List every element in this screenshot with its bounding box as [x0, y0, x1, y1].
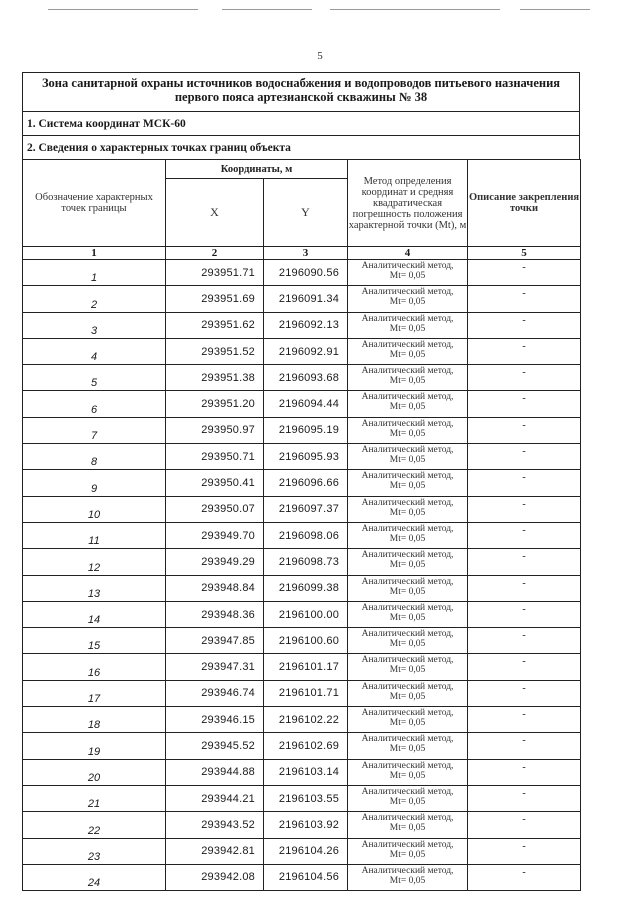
method-text: Аналитический метод, [361, 392, 454, 403]
method-text: Аналитический метод, [361, 523, 454, 534]
table-row [23, 601, 581, 627]
document-title: Зона санитарной охраны источников водоснабжения и водопроводов питьевого назначения первого пояса артезианской скважины № 38 [22, 72, 580, 111]
accuracy-text: Mt= 0,05 [389, 718, 426, 729]
x-coordinate-cell: 293947.31 [166, 654, 264, 680]
method-cell [348, 286, 468, 312]
description-cell: - [468, 496, 581, 522]
y-coordinate-cell: 2196102.22 [264, 707, 348, 733]
boundary-points-heading: 2. Сведения о характерных точках границ объекта [22, 135, 580, 159]
column-number: 2 [166, 247, 264, 260]
table-row [23, 286, 581, 312]
method-cell [348, 654, 468, 680]
y-coordinate-cell: 2196103.92 [264, 812, 348, 838]
method-text: Аналитический метод, [361, 418, 454, 429]
accuracy-text: Mt= 0,05 [389, 402, 426, 413]
point-number-cell: 3 [23, 312, 166, 338]
x-coordinate-cell: 293942.08 [166, 864, 264, 890]
method-cell [348, 733, 468, 759]
method-cell [348, 391, 468, 417]
method-cell [348, 260, 468, 286]
description-cell: - [468, 654, 581, 680]
x-coordinate-cell: 293951.52 [166, 338, 264, 364]
accuracy-text: Mt= 0,05 [389, 796, 426, 807]
description-cell: - [468, 707, 581, 733]
y-coordinate-cell: 2196103.14 [264, 759, 348, 785]
method-text: Аналитический метод, [361, 786, 454, 797]
x-coordinate-cell: 293946.15 [166, 707, 264, 733]
method-text: Аналитический метод, [361, 287, 454, 298]
y-coordinate-cell: 2196095.19 [264, 417, 348, 443]
description-cell: - [468, 365, 581, 391]
column-number: 1 [23, 247, 166, 260]
point-number-cell: 20 [23, 759, 166, 785]
table-row [23, 365, 581, 391]
x-coordinate-cell: 293951.69 [166, 286, 264, 312]
description-cell: - [468, 759, 581, 785]
method-cell [348, 444, 468, 470]
x-coordinate-cell: 293947.85 [166, 628, 264, 654]
method-text: Аналитический метод, [361, 708, 454, 719]
point-number-cell: 13 [23, 575, 166, 601]
description-cell: - [468, 338, 581, 364]
y-coordinate-cell: 2196092.91 [264, 338, 348, 364]
x-coordinate-cell: 293945.52 [166, 733, 264, 759]
point-number-cell: 7 [23, 417, 166, 443]
point-number-cell: 15 [23, 628, 166, 654]
y-coordinate-cell: 2196103.55 [264, 785, 348, 811]
y-coordinate-cell: 2196098.73 [264, 549, 348, 575]
method-text: Аналитический метод, [361, 734, 454, 745]
method-cell [348, 549, 468, 575]
point-number-cell: 5 [23, 365, 166, 391]
x-coordinate-cell: 293950.07 [166, 496, 264, 522]
point-number-cell: 16 [23, 654, 166, 680]
description-cell: - [468, 785, 581, 811]
top-rule [48, 9, 198, 10]
accuracy-text: Mt= 0,05 [389, 691, 426, 702]
point-number-cell: 10 [23, 496, 166, 522]
y-coordinate-cell: 2196092.13 [264, 312, 348, 338]
description-cell: - [468, 575, 581, 601]
accuracy-text: Mt= 0,05 [389, 507, 426, 518]
x-coordinate-cell: 293951.38 [166, 365, 264, 391]
x-coordinate-cell: 293949.29 [166, 549, 264, 575]
document-body [22, 72, 580, 891]
top-rule [222, 9, 312, 10]
accuracy-text: Mt= 0,05 [389, 875, 426, 886]
point-number-cell: 23 [23, 838, 166, 864]
method-cell [348, 496, 468, 522]
method-cell [348, 707, 468, 733]
table-row [23, 785, 581, 811]
top-rule [330, 9, 500, 10]
y-coordinate-cell: 2196098.06 [264, 522, 348, 548]
table-row [23, 733, 581, 759]
y-coordinate-cell: 2196091.34 [264, 286, 348, 312]
header-x: X [166, 179, 264, 247]
method-cell [348, 812, 468, 838]
table-row [23, 444, 581, 470]
x-coordinate-cell: 293948.36 [166, 601, 264, 627]
description-cell: - [468, 417, 581, 443]
column-number: 5 [468, 247, 581, 260]
table-row [23, 549, 581, 575]
accuracy-text: Mt= 0,05 [389, 271, 426, 281]
description-cell: - [468, 312, 581, 338]
column-number: 4 [348, 247, 468, 260]
point-number-cell: 12 [23, 549, 166, 575]
method-text: Аналитический метод, [361, 865, 454, 876]
accuracy-text: Mt= 0,05 [389, 849, 426, 860]
table-row [23, 496, 581, 522]
y-coordinate-cell: 2196101.17 [264, 654, 348, 680]
y-coordinate-cell: 2196099.38 [264, 575, 348, 601]
header-description: Описание закрепления точки [468, 160, 581, 247]
table-row [23, 260, 581, 286]
table-row [23, 575, 581, 601]
y-coordinate-cell: 2196100.00 [264, 601, 348, 627]
header-method: Метод определения координат и средняя квадратическая погрешность положения характерной точки (Mt), м [348, 160, 468, 247]
description-cell: - [468, 522, 581, 548]
accuracy-text: Mt= 0,05 [389, 823, 426, 834]
accuracy-text: Mt= 0,05 [389, 744, 426, 755]
method-cell [348, 680, 468, 706]
method-cell [348, 312, 468, 338]
method-cell [348, 338, 468, 364]
method-cell [348, 575, 468, 601]
point-number-cell: 8 [23, 444, 166, 470]
method-cell [348, 470, 468, 496]
accuracy-text: Mt= 0,05 [389, 586, 426, 597]
boundary-points-table [22, 159, 581, 891]
method-cell [348, 628, 468, 654]
table-row [23, 522, 581, 548]
y-coordinate-cell: 2196093.68 [264, 365, 348, 391]
point-number-cell: 2 [23, 286, 166, 312]
header-coordinates: Координаты, м [166, 160, 348, 179]
table-row [23, 707, 581, 733]
description-cell: - [468, 838, 581, 864]
method-text: Аналитический метод, [361, 681, 454, 692]
method-cell [348, 838, 468, 864]
table-row [23, 654, 581, 680]
description-cell: - [468, 864, 581, 890]
method-text: Аналитический метод, [361, 629, 454, 640]
x-coordinate-cell: 293950.71 [166, 444, 264, 470]
accuracy-text: Mt= 0,05 [389, 560, 426, 571]
page-number: 5 [317, 50, 323, 62]
description-cell: - [468, 549, 581, 575]
method-cell [348, 417, 468, 443]
method-text: Аналитический метод, [361, 655, 454, 666]
x-coordinate-cell: 293944.88 [166, 759, 264, 785]
table-row [23, 391, 581, 417]
method-cell [348, 601, 468, 627]
accuracy-text: Mt= 0,05 [389, 639, 426, 650]
method-text: Аналитический метод, [361, 760, 454, 771]
table-row [23, 864, 581, 890]
accuracy-text: Mt= 0,05 [389, 665, 426, 676]
description-cell: - [468, 733, 581, 759]
y-coordinate-cell: 2196101.71 [264, 680, 348, 706]
column-number: 3 [264, 247, 348, 260]
x-coordinate-cell: 293948.84 [166, 575, 264, 601]
accuracy-text: Mt= 0,05 [389, 297, 426, 308]
method-cell [348, 864, 468, 890]
table-body [23, 260, 581, 891]
x-coordinate-cell: 293944.21 [166, 785, 264, 811]
method-text: Аналитический метод, [361, 839, 454, 850]
point-number-cell: 4 [23, 338, 166, 364]
accuracy-text: Mt= 0,05 [389, 481, 426, 492]
description-cell: - [468, 260, 581, 286]
y-coordinate-cell: 2196094.44 [264, 391, 348, 417]
method-text: Аналитический метод, [361, 445, 454, 456]
table-row [23, 838, 581, 864]
column-number-row [23, 247, 581, 260]
method-cell [348, 522, 468, 548]
accuracy-text: Mt= 0,05 [389, 323, 426, 334]
table-row [23, 759, 581, 785]
header-y: Y [264, 179, 348, 247]
point-number-cell: 22 [23, 812, 166, 838]
table-row [23, 417, 581, 443]
description-cell: - [468, 444, 581, 470]
header-point-designation: Обозначение характерных точек границы [23, 160, 166, 247]
accuracy-text: Mt= 0,05 [389, 349, 426, 360]
accuracy-text: Mt= 0,05 [389, 770, 426, 781]
method-text: Аналитический метод, [361, 471, 454, 482]
method-text: Аналитический метод, [361, 339, 454, 350]
accuracy-text: Mt= 0,05 [389, 455, 426, 466]
description-cell: - [468, 286, 581, 312]
y-coordinate-cell: 2196100.60 [264, 628, 348, 654]
x-coordinate-cell: 293949.70 [166, 522, 264, 548]
method-text: Аналитический метод, [361, 550, 454, 561]
table-row [23, 312, 581, 338]
x-coordinate-cell: 293951.20 [166, 391, 264, 417]
point-number-cell: 19 [23, 733, 166, 759]
description-cell: - [468, 680, 581, 706]
coordinate-system-heading: 1. Система координат МСК-60 [22, 111, 580, 135]
point-number-cell: 11 [23, 522, 166, 548]
table-row [23, 338, 581, 364]
point-number-cell: 1 [23, 260, 166, 286]
method-cell [348, 365, 468, 391]
description-cell: - [468, 470, 581, 496]
point-number-cell: 18 [23, 707, 166, 733]
point-number-cell: 21 [23, 785, 166, 811]
description-cell: - [468, 628, 581, 654]
y-coordinate-cell: 2196102.69 [264, 733, 348, 759]
accuracy-text: Mt= 0,05 [389, 612, 426, 623]
description-cell: - [468, 391, 581, 417]
point-number-cell: 17 [23, 680, 166, 706]
table-row [23, 812, 581, 838]
method-text: Аналитический метод, [361, 261, 454, 271]
y-coordinate-cell: 2196104.26 [264, 838, 348, 864]
table-row [23, 680, 581, 706]
accuracy-text: Mt= 0,05 [389, 533, 426, 544]
method-text: Аналитический метод, [361, 366, 454, 377]
method-text: Аналитический метод, [361, 602, 454, 613]
point-number-cell: 6 [23, 391, 166, 417]
method-text: Аналитический метод, [361, 576, 454, 587]
method-text: Аналитический метод, [361, 313, 454, 324]
x-coordinate-cell: 293950.41 [166, 470, 264, 496]
y-coordinate-cell: 2196096.66 [264, 470, 348, 496]
x-coordinate-cell: 293942.81 [166, 838, 264, 864]
accuracy-text: Mt= 0,05 [389, 376, 426, 387]
accuracy-text: Mt= 0,05 [389, 428, 426, 439]
method-text: Аналитический метод, [361, 813, 454, 824]
x-coordinate-cell: 293946.74 [166, 680, 264, 706]
table-row [23, 628, 581, 654]
y-coordinate-cell: 2196097.37 [264, 496, 348, 522]
description-cell: - [468, 812, 581, 838]
point-number-cell: 9 [23, 470, 166, 496]
x-coordinate-cell: 293951.62 [166, 312, 264, 338]
x-coordinate-cell: 293950.97 [166, 417, 264, 443]
x-coordinate-cell: 293943.52 [166, 812, 264, 838]
y-coordinate-cell: 2196095.93 [264, 444, 348, 470]
table-row [23, 470, 581, 496]
method-text: Аналитический метод, [361, 497, 454, 508]
y-coordinate-cell: 2196104.56 [264, 864, 348, 890]
method-cell [348, 785, 468, 811]
top-rule [520, 9, 590, 10]
point-number-cell: 24 [23, 864, 166, 890]
x-coordinate-cell: 293951.71 [166, 260, 264, 286]
method-cell [348, 759, 468, 785]
description-cell: - [468, 601, 581, 627]
point-number-cell: 14 [23, 601, 166, 627]
y-coordinate-cell: 2196090.56 [264, 260, 348, 286]
